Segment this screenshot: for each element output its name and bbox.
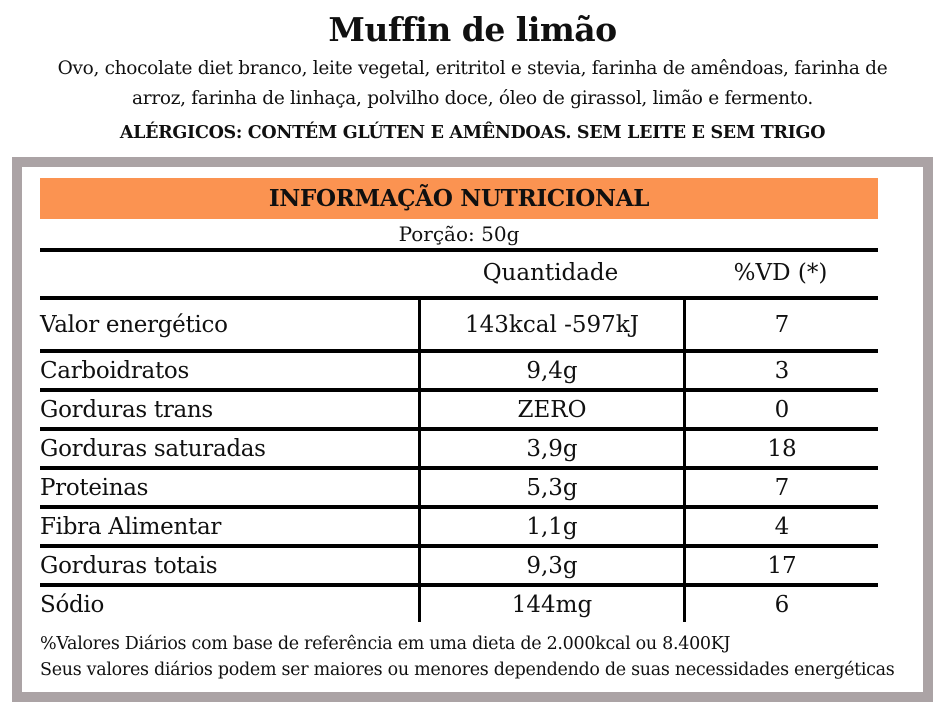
column-header-dv: %VD (*) — [733, 260, 828, 286]
nutrient-label: Sódio — [40, 591, 105, 618]
table-header-row — [40, 248, 878, 296]
nutrition-rows — [40, 296, 878, 622]
footnote-line-2: Seus valores diários podem ser maiores ou menores dependendo de suas necessidades energéticas — [40, 660, 895, 680]
nutrient-label: Gorduras trans — [40, 396, 213, 423]
product-title: Muffin de limão — [328, 10, 617, 49]
nutrient-label: Gorduras totais — [40, 552, 218, 579]
nutrient-dv: 17 — [683, 548, 878, 583]
table-row — [40, 505, 878, 544]
nutrient-quantity: 1,1g — [418, 509, 683, 544]
table-row — [40, 296, 878, 349]
table-row — [40, 388, 878, 427]
column-header-empty — [40, 252, 418, 296]
footnotes — [40, 631, 920, 683]
nutrient-quantity: ZERO — [418, 392, 683, 427]
nutrient-dv: 6 — [683, 587, 878, 622]
column-header-quantity: Quantidade — [482, 260, 619, 286]
nutrient-quantity: 9,4g — [418, 353, 683, 388]
nutrient-quantity: 9,3g — [418, 548, 683, 583]
nutrient-dv: 0 — [683, 392, 878, 427]
table-row — [40, 427, 878, 466]
table-row — [40, 583, 878, 622]
nutrition-header-band: INFORMAÇÃO NUTRICIONAL — [40, 178, 878, 219]
nutrient-dv: 7 — [683, 470, 878, 505]
nutrient-label: Fibra Alimentar — [40, 513, 222, 540]
table-row — [40, 544, 878, 583]
nutrient-quantity: 3,9g — [418, 431, 683, 466]
nutrient-quantity: 5,3g — [418, 470, 683, 505]
ingredients-text: Ovo, chocolate diet branco, leite vegetal, eritritol e stevia, farinha de amêndoas, farinha de arroz, farinha de linhaça, polvilho doce, óleo de girassol, limão e fermento. — [57, 58, 888, 109]
nutrient-dv: 7 — [683, 300, 878, 349]
nutrition-label-page — [0, 8, 945, 717]
nutrient-dv: 3 — [683, 353, 878, 388]
nutrition-panel — [12, 157, 933, 702]
nutrient-quantity: 143kcal -597kJ — [418, 300, 683, 349]
table-row — [40, 466, 878, 505]
nutrient-quantity: 144mg — [418, 587, 683, 622]
nutrient-label: Valor energético — [40, 311, 228, 338]
nutrient-label: Carboidratos — [40, 357, 189, 384]
allergens-text: ALÉRGICOS: CONTÉM GLÚTEN E AMÊNDOAS. SEM LEITE E SEM TRIGO — [119, 123, 826, 143]
table-row — [40, 349, 878, 388]
footnote-line-1: %Valores Diários com base de referência em uma dieta de 2.000kcal ou 8.400KJ — [40, 634, 731, 654]
nutrient-dv: 4 — [683, 509, 878, 544]
nutrient-label: Proteinas — [40, 474, 149, 501]
nutrient-label: Gorduras saturadas — [40, 435, 266, 462]
nutrient-dv: 18 — [683, 431, 878, 466]
serving-size: Porção: 50g — [398, 221, 520, 246]
